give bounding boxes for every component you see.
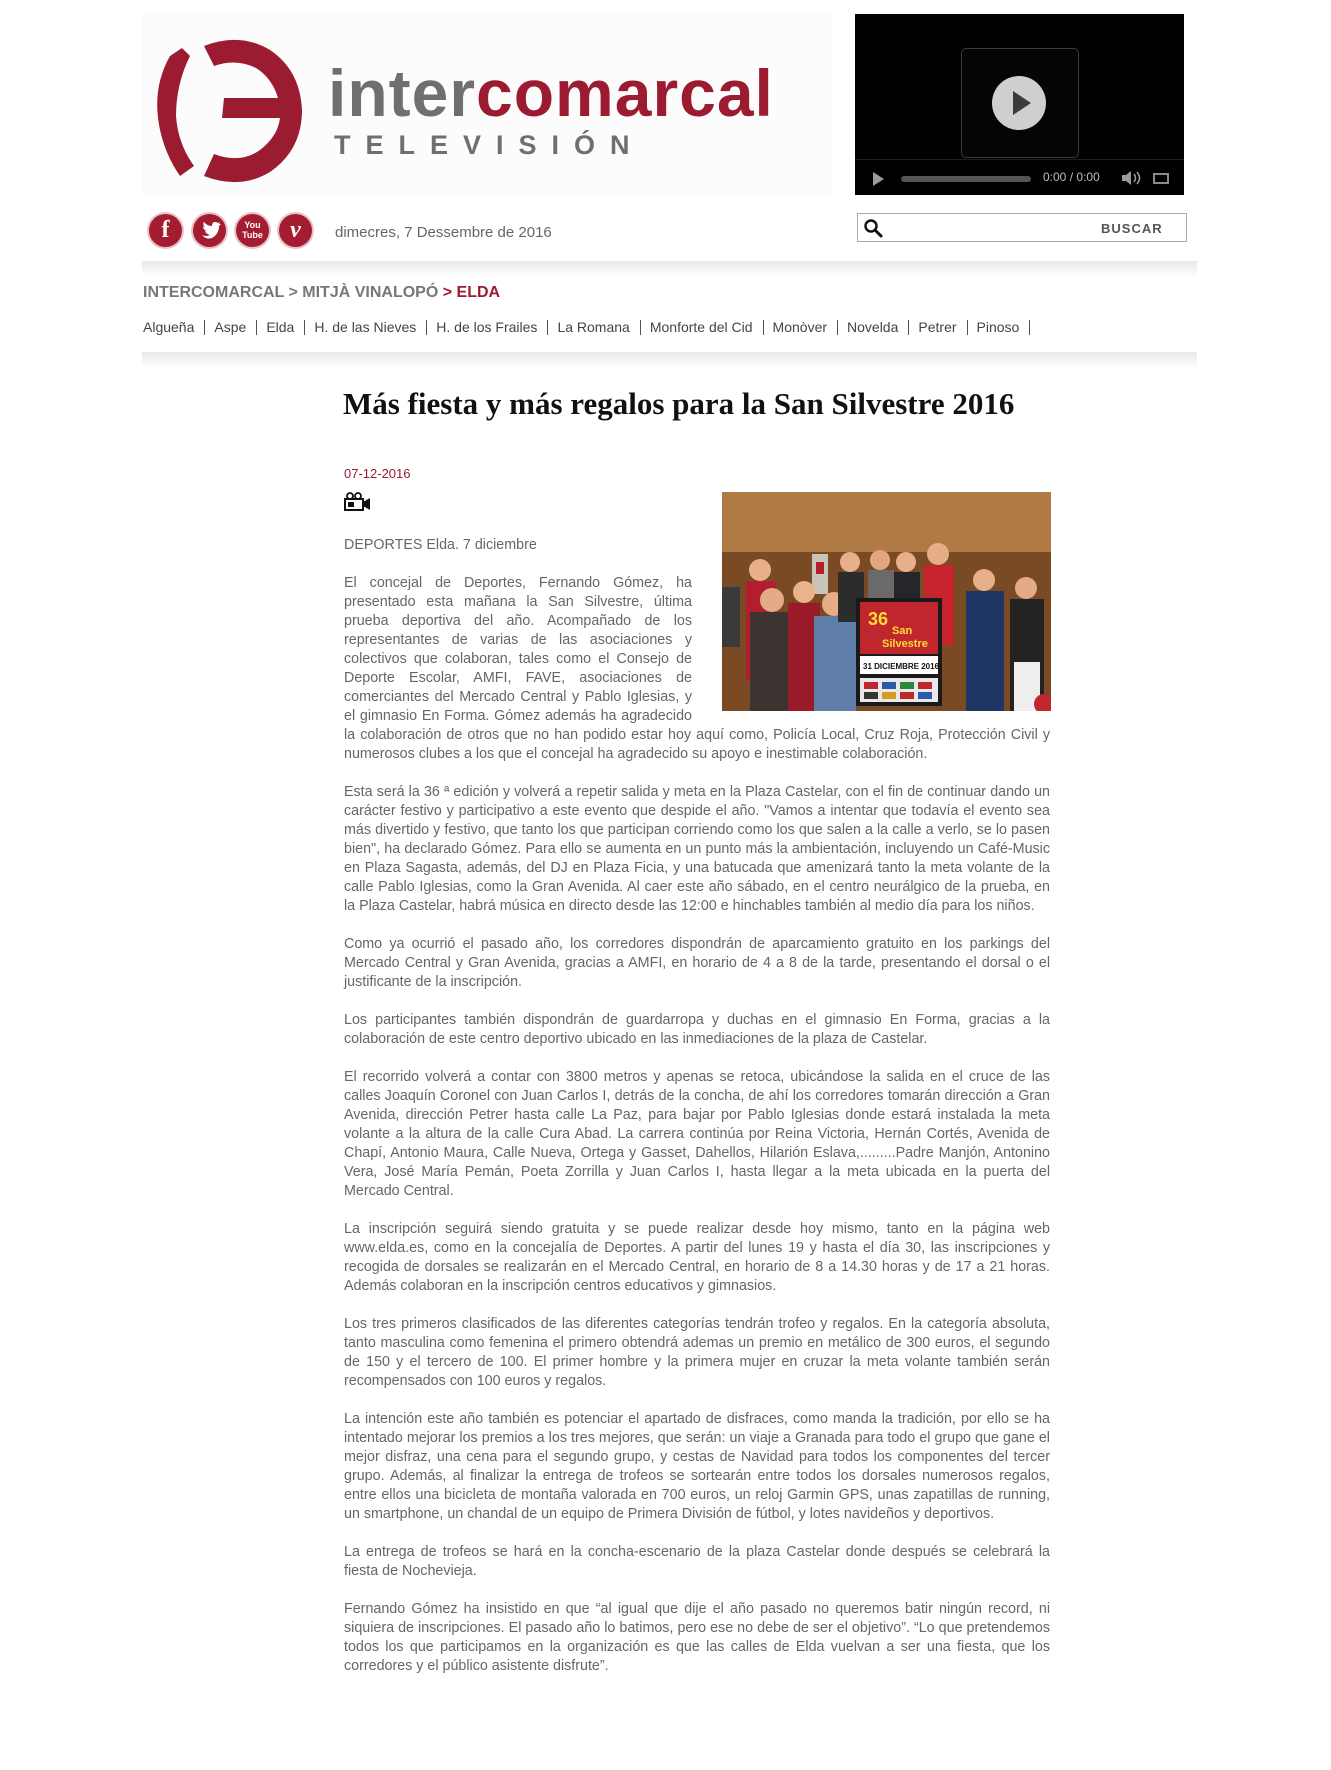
photo-spacer — [692, 536, 1050, 716]
search-button[interactable]: BUSCAR — [1101, 221, 1163, 236]
town-link[interactable]: Novelda — [838, 320, 909, 335]
article-paragraph: El recorrido volverá a contar con 3800 metros y apenas se retoca, ubicándose la salida en el cruce de las calles Joaquín Coronel con Juan Carlos I, detrás de la concha, de ahí los corredores tomarán dirección a Gran Avenida, dirección Petrer hasta calle La Paz, para bajar por Pablo Iglesias donde estará instalada la meta volante a la altura de la calle Cura Abad. La carrera continúa por Reina Victoria, Hernán Cortés, Avenida de Chapí, Antonio Maura, Calle Nueva, Ortega y Gasset, Dahellos, Hilarión Eslava,.........Padre Manjón, Antonino Vera, José María Pemán, Poeta Zorrilla y Juan Carlos I, hasta llegar a la meta ubicada en la puerta del Mercado Central. — [344, 1069, 1050, 1199]
twitter-bird-icon — [193, 214, 226, 247]
town-link[interactable]: Pinoso — [968, 320, 1031, 335]
town-link[interactable]: Monforte del Cid — [641, 320, 764, 335]
player-controls — [855, 159, 1184, 196]
logo-word-inter: inter — [328, 56, 477, 130]
article-body — [344, 536, 1050, 1695]
control-play-icon[interactable] — [873, 172, 884, 186]
progress-track[interactable] — [901, 176, 1031, 182]
town-link[interactable]: H. de las Nieves — [305, 320, 427, 335]
youtube-bottom: Tube — [242, 230, 263, 240]
article-paragraph: Los participantes también dispondrán de guardarropa y duchas en el gimnasio En Forma, gracias a la colaboración de este centro deportivo ubicado en las inmediaciones de la plaza de Castelar. — [344, 1012, 1050, 1047]
article-paragraph: Esta será la 36 ª edición y volverá a repetir salida y meta en la Plaza Castelar, con el fin de continuar dando un carácter festivo y participativo a este evento que despide el año. "Vamos a intentar que todavía el evento sea más divertido y festivo, que tanto los que participan corriendo como los que salen a la calle a verlo, se lo pasen bien", ha declarado Gómez. Para ello se aumenta en un punto más la ambientación, incluyendo un Café-Music en Plaza Sagasta, además, del DJ en Plaza Ficia, y una batucada que amenizará tanto la meta volante de la calle Pablo Iglesias, como la Gran Avenida. Al caer este año sábado, en el centro neurálgico de la prueba, en la Plaza Castelar, habrá música en directo desde las 12:00 e hinchables también al medio día para los niños. — [344, 784, 1050, 914]
play-icon[interactable] — [992, 76, 1046, 130]
town-link[interactable]: Petrer — [909, 320, 967, 335]
poster-line1: San — [892, 625, 913, 637]
article-date: 07-12-2016 — [344, 466, 411, 481]
article-dateline: DEPORTES Elda. 7 diciembre — [344, 537, 537, 553]
nav-divider — [142, 352, 1197, 368]
article-paragraph: La inscripción seguirá siendo gratuita y se puede realizar desde hoy mismo, tanto en la página web www.elda.es, como en la concejalía de Deportes. A partir del lunes 19 y hasta el día 30, las inscripciones y recogida de dorsales se realizarán en el Mercado Central, en horario de 8 a 14.30 horas y de 17 a 21 horas. Además colaboran en la inscripción centros educativos y gimnasios. — [344, 1221, 1050, 1294]
youtube-icon[interactable] — [236, 214, 269, 247]
town-link[interactable]: Aspe — [205, 320, 257, 335]
youtube-top: You — [244, 220, 261, 230]
town-link[interactable]: Monòver — [764, 320, 838, 335]
poster-edition: 36 — [868, 609, 889, 629]
logo-mark-icon — [152, 26, 312, 186]
camera-icon[interactable] — [344, 492, 372, 512]
breadcrumb-root[interactable]: INTERCOMARCAL — [143, 284, 285, 301]
time-display — [1043, 170, 1100, 184]
article-paragraph: La entrega de trofeos se hará en la concha-escenario de la plaza Castelar donde después se celebrará la fiesta de Nochevieja. — [344, 1544, 1050, 1579]
search-input[interactable] — [888, 217, 1092, 240]
time-current: 0:00 — [1043, 170, 1067, 184]
article-paragraph: La intención este año también es potenciar el apartado de disfraces, como manda la tradición, por ello se ha intentado mejorar los premios a los tres mejores, que serán: un viaje a Granada para todo el grupo que gane el mejor disfraz, una cena para el segundo grupo, y cestas de Navidad para todos los componentes del tercer grupo. Además, al finalizar la entrega de trofeos se sortearán entre todos los dorsales numerosos regalos, entre ellos una bicicleta de montaña valorada en 700 euros, un reloj Garmin GPS, unas zapatillas de running, un smartphone, un chandal de un equipo de Primera División de fútbol, y lotes navideños y deportivos. — [344, 1411, 1050, 1522]
facebook-icon[interactable]: f — [149, 214, 182, 247]
town-nav — [143, 319, 1030, 335]
town-link[interactable]: H. de los Frailes — [427, 320, 548, 335]
logo-subtitle: TELEVISIÓN — [334, 130, 645, 160]
site-logo[interactable] — [142, 14, 832, 194]
town-link[interactable]: Elda — [257, 320, 305, 335]
current-date: dimecres, 7 Dessembre de 2016 — [335, 224, 552, 241]
breadcrumb-sep: > — [438, 284, 457, 301]
article-paragraph: Como ya ocurrió el pasado año, los corredores dispondrán de aparcamiento gratuito en los parkings del Mercado Central y Gran Avenida, gracias a AMFI, en horario de 4 a 8 de la tarde, presentando el dorsal o el justificante de la inscripción. — [344, 936, 1050, 990]
play-overlay[interactable] — [961, 48, 1079, 158]
twitter-icon[interactable] — [193, 214, 226, 247]
search-box — [857, 213, 1187, 242]
time-separator: / — [1069, 170, 1074, 184]
article-paragraph: Fernando Gómez ha insistido en que “al igual que dije el año pasado no queremos batir ningún record, ni siquiera de inscripciones. El pasado año lo batimos, pero ese no debe de ser el objetivo”. “Lo que pretendemos todos los que participamos en la organización es que las calles de Elda vuelvan a ser una fiesta, que los corredores y el público asistente disfrute”. — [344, 1601, 1050, 1674]
breadcrumb-region[interactable]: MITJÀ VINALOPÓ — [302, 284, 439, 301]
article-paragraph: Los tres primeros clasificados de las diferentes categorías tendrán trofeo y regalos. En la categoría absoluta, tanto masculina como femenina el primero obtendrá ademas un premio en metálico de 300 euros, el segundo de 150 y el tercero de 100. El primer hombre y la primera mujer en cruzar la meta volante también serán recompensados con 100 euros y regalos. — [344, 1316, 1050, 1389]
logo-word-comarcal: comarcal — [476, 56, 774, 130]
poster-line2: Silvestre — [882, 638, 928, 650]
poster-date: 31 DICIEMBRE 2016 — [863, 662, 940, 671]
vimeo-icon[interactable]: v — [279, 214, 312, 247]
video-player[interactable] — [855, 14, 1184, 195]
breadcrumb — [143, 284, 500, 302]
breadcrumb-current: ELDA — [456, 284, 501, 301]
time-total: 0:00 — [1076, 170, 1100, 184]
volume-icon[interactable] — [1121, 170, 1143, 186]
header-divider — [142, 261, 1197, 277]
article-title: Más fiesta y más regalos para la San Silvestre 2016 — [343, 386, 1015, 421]
town-link[interactable]: Algueña — [143, 320, 205, 335]
logo-wordmark — [328, 56, 774, 130]
town-link[interactable]: La Romana — [548, 320, 640, 335]
breadcrumb-sep: > — [284, 284, 303, 301]
article-paragraph: El concejal de Deportes, Fernando Gómez, ha presentado esta mañana la San Silvestre, última prueba deportiva del año. Acompañado de los representantes de varias de las asociaciones y colectivos que colaboran, tales como el Consejo de Deporte Escolar, AMFI, FAVE, asociaciones de comerciantes del Mercado Central y Pablo Iglesias, y el gimnasio En Forma. Gómez además ha agradecido la colaboración de otros que no han podido estar hoy aquí como, Policía Local, Cruz Roja, Protección Civil y numerosos clubes a los que el concejal ha agradecido su apoyo e inestimable colaboración. — [344, 575, 1050, 762]
search-icon — [863, 218, 883, 238]
fullscreen-icon[interactable] — [1153, 173, 1169, 184]
